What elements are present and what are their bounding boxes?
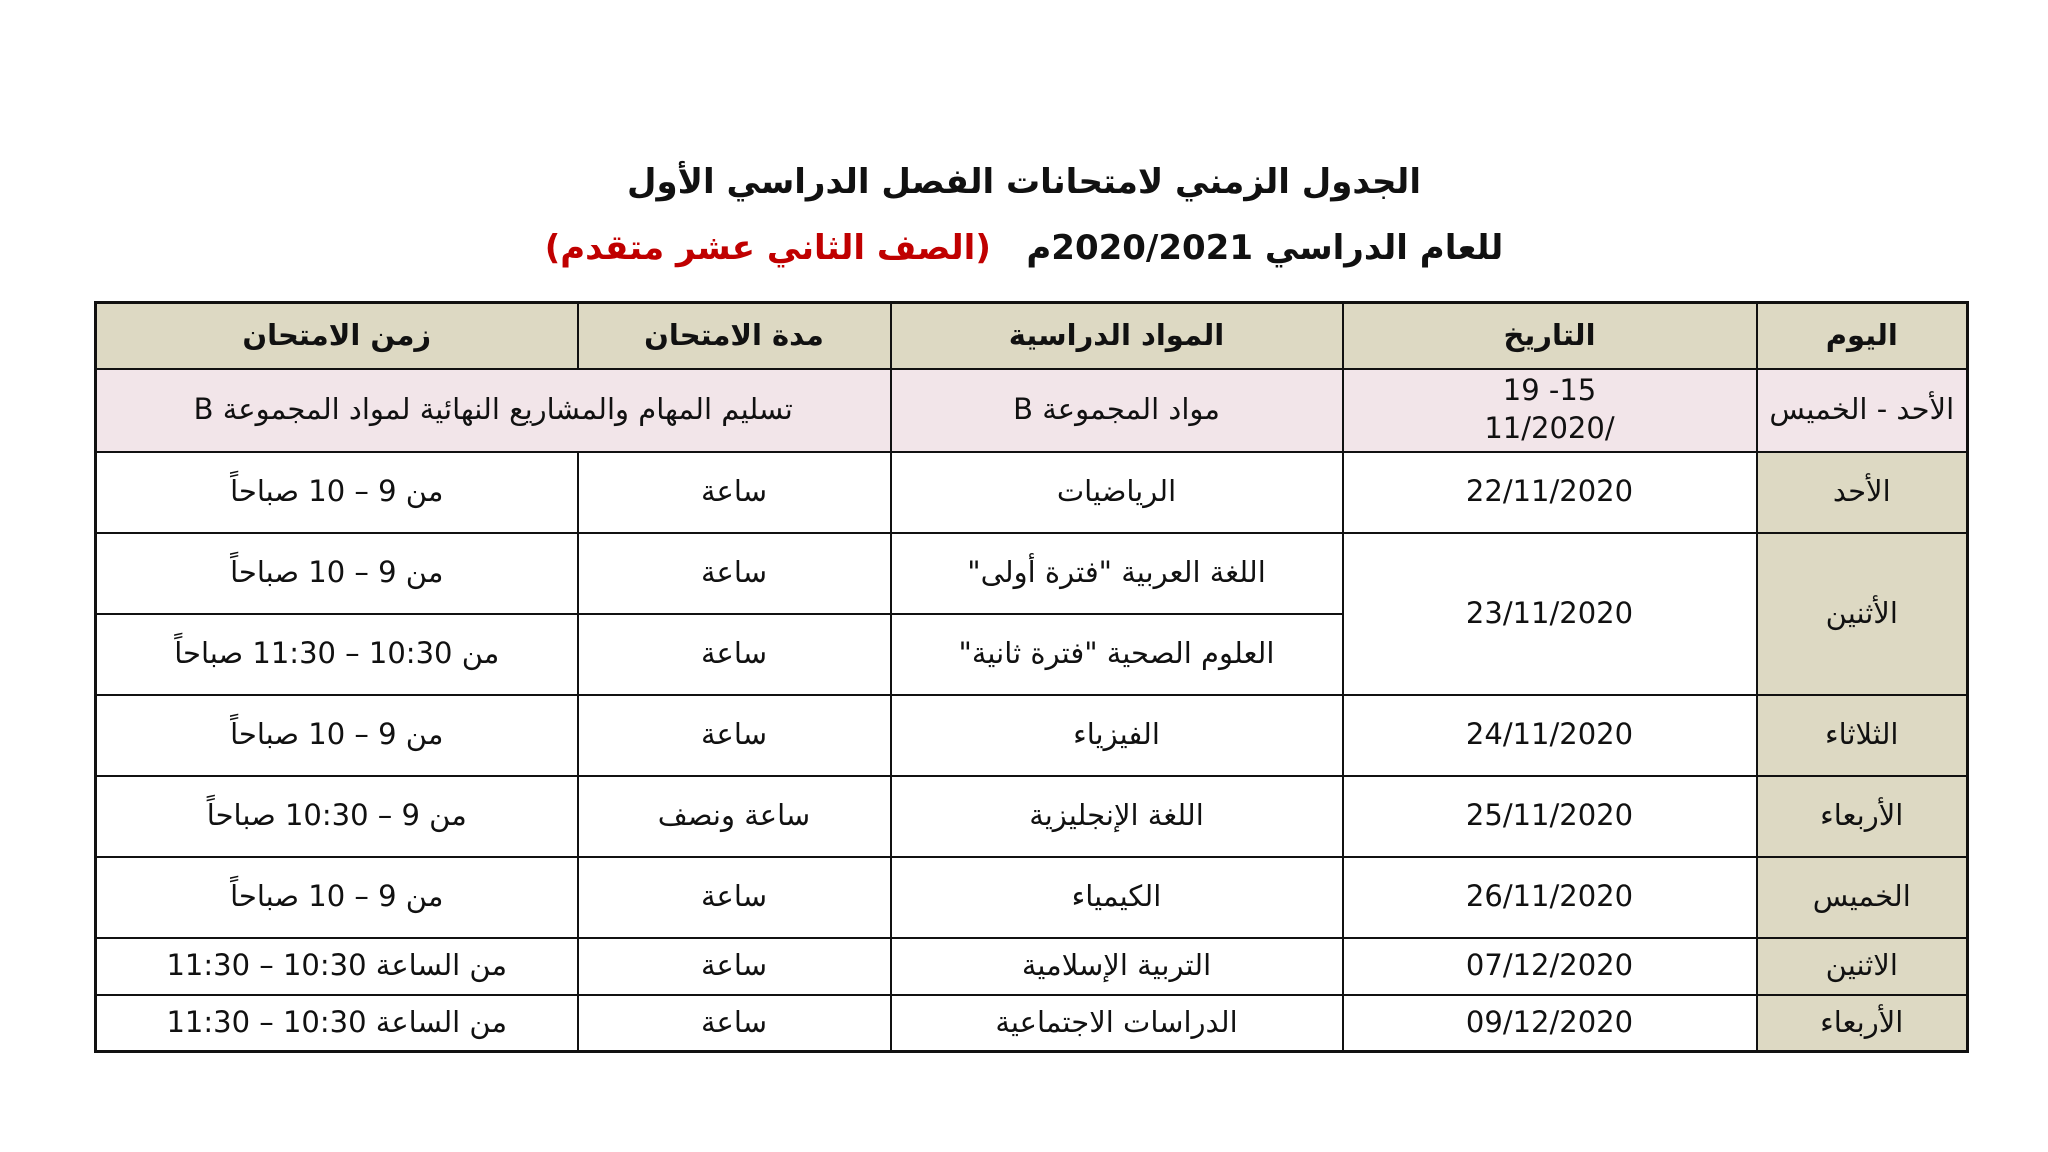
duration-cell: ساعة bbox=[578, 533, 891, 614]
day-cell: الأربعاء bbox=[1757, 776, 1968, 857]
time-cell: من 9 – 10 صباحاً bbox=[96, 857, 578, 938]
header-subject: المواد الدراسية bbox=[891, 303, 1343, 369]
time-cell: من 10:30 – 11:30 صباحاً bbox=[96, 614, 578, 695]
date-cell: 23/11/2020 bbox=[1343, 533, 1757, 695]
date-cell: 09/12/2020 bbox=[1343, 995, 1757, 1052]
subject-cell: الفيزياء bbox=[891, 695, 1343, 776]
table-row bbox=[96, 776, 1968, 857]
duration-cell: ساعة bbox=[578, 857, 891, 938]
duration-cell: ساعة bbox=[578, 695, 891, 776]
header-row bbox=[96, 303, 1968, 369]
time-cell: من الساعة 10:30 – 11:30 bbox=[96, 938, 578, 995]
group-b-row bbox=[96, 369, 1968, 452]
subject-cell: اللغة الإنجليزية bbox=[891, 776, 1343, 857]
header-duration: مدة الامتحان bbox=[578, 303, 891, 369]
day-cell: الاثنين bbox=[1757, 938, 1968, 995]
subject-cell: اللغة العربية "فترة أولى" bbox=[891, 533, 1343, 614]
duration-cell: ساعة bbox=[578, 938, 891, 995]
table-row bbox=[96, 995, 1968, 1052]
day-cell: الخميس bbox=[1757, 857, 1968, 938]
exam-schedule-table bbox=[94, 301, 1969, 1053]
day-cell: الثلاثاء bbox=[1757, 695, 1968, 776]
date-cell: 25/11/2020 bbox=[1343, 776, 1757, 857]
table-row bbox=[96, 857, 1968, 938]
group-date-line2: /11/2020 bbox=[1484, 411, 1615, 445]
time-cell: من 9 – 10 صباحاً bbox=[96, 695, 578, 776]
date-cell: 24/11/2020 bbox=[1343, 695, 1757, 776]
time-cell: من 9 – 10 صباحاً bbox=[96, 533, 578, 614]
date-cell: 22/11/2020 bbox=[1343, 452, 1757, 533]
group-subject: مواد المجموعة B bbox=[891, 369, 1343, 452]
header-date: التاريخ bbox=[1343, 303, 1757, 369]
group-note: تسليم المهام والمشاريع النهائية لمواد المجموعة B bbox=[96, 369, 891, 452]
academic-year: للعام الدراسي 2020/2021م bbox=[1026, 228, 1504, 268]
time-cell: من 9 – 10 صباحاً bbox=[96, 452, 578, 533]
subject-cell: التربية الإسلامية bbox=[891, 938, 1343, 995]
table-row bbox=[96, 452, 1968, 533]
duration-cell: ساعة bbox=[578, 614, 891, 695]
header-time: زمن الامتحان bbox=[96, 303, 578, 369]
group-date bbox=[1343, 369, 1757, 452]
day-cell: الأثنين bbox=[1757, 533, 1968, 695]
group-date-line1: 15- 19 bbox=[1502, 373, 1597, 408]
subject-cell: الرياضيات bbox=[891, 452, 1343, 533]
date-cell: 07/12/2020 bbox=[1343, 938, 1757, 995]
table-row bbox=[96, 938, 1968, 995]
group-day: الأحد - الخميس bbox=[1757, 369, 1968, 452]
header-day: اليوم bbox=[1757, 303, 1968, 369]
page-subtitle bbox=[0, 228, 2048, 268]
table-row bbox=[96, 533, 1968, 614]
duration-cell: ساعة bbox=[578, 452, 891, 533]
day-cell: الأربعاء bbox=[1757, 995, 1968, 1052]
grade-label: (الصف الثاني عشر متقدم) bbox=[544, 228, 991, 268]
page-title: الجدول الزمني لامتحانات الفصل الدراسي الأول bbox=[627, 162, 1421, 202]
date-cell: 26/11/2020 bbox=[1343, 857, 1757, 938]
subject-cell: العلوم الصحية "فترة ثانية" bbox=[891, 614, 1343, 695]
subject-cell: الدراسات الاجتماعية bbox=[891, 995, 1343, 1052]
day-cell: الأحد bbox=[1757, 452, 1968, 533]
time-cell: من 9 – 10:30 صباحاً bbox=[96, 776, 578, 857]
time-cell: من الساعة 10:30 – 11:30 bbox=[96, 995, 578, 1052]
duration-cell: ساعة ونصف bbox=[578, 776, 891, 857]
table-row bbox=[96, 695, 1968, 776]
subject-cell: الكيمياء bbox=[891, 857, 1343, 938]
duration-cell: ساعة bbox=[578, 995, 891, 1052]
